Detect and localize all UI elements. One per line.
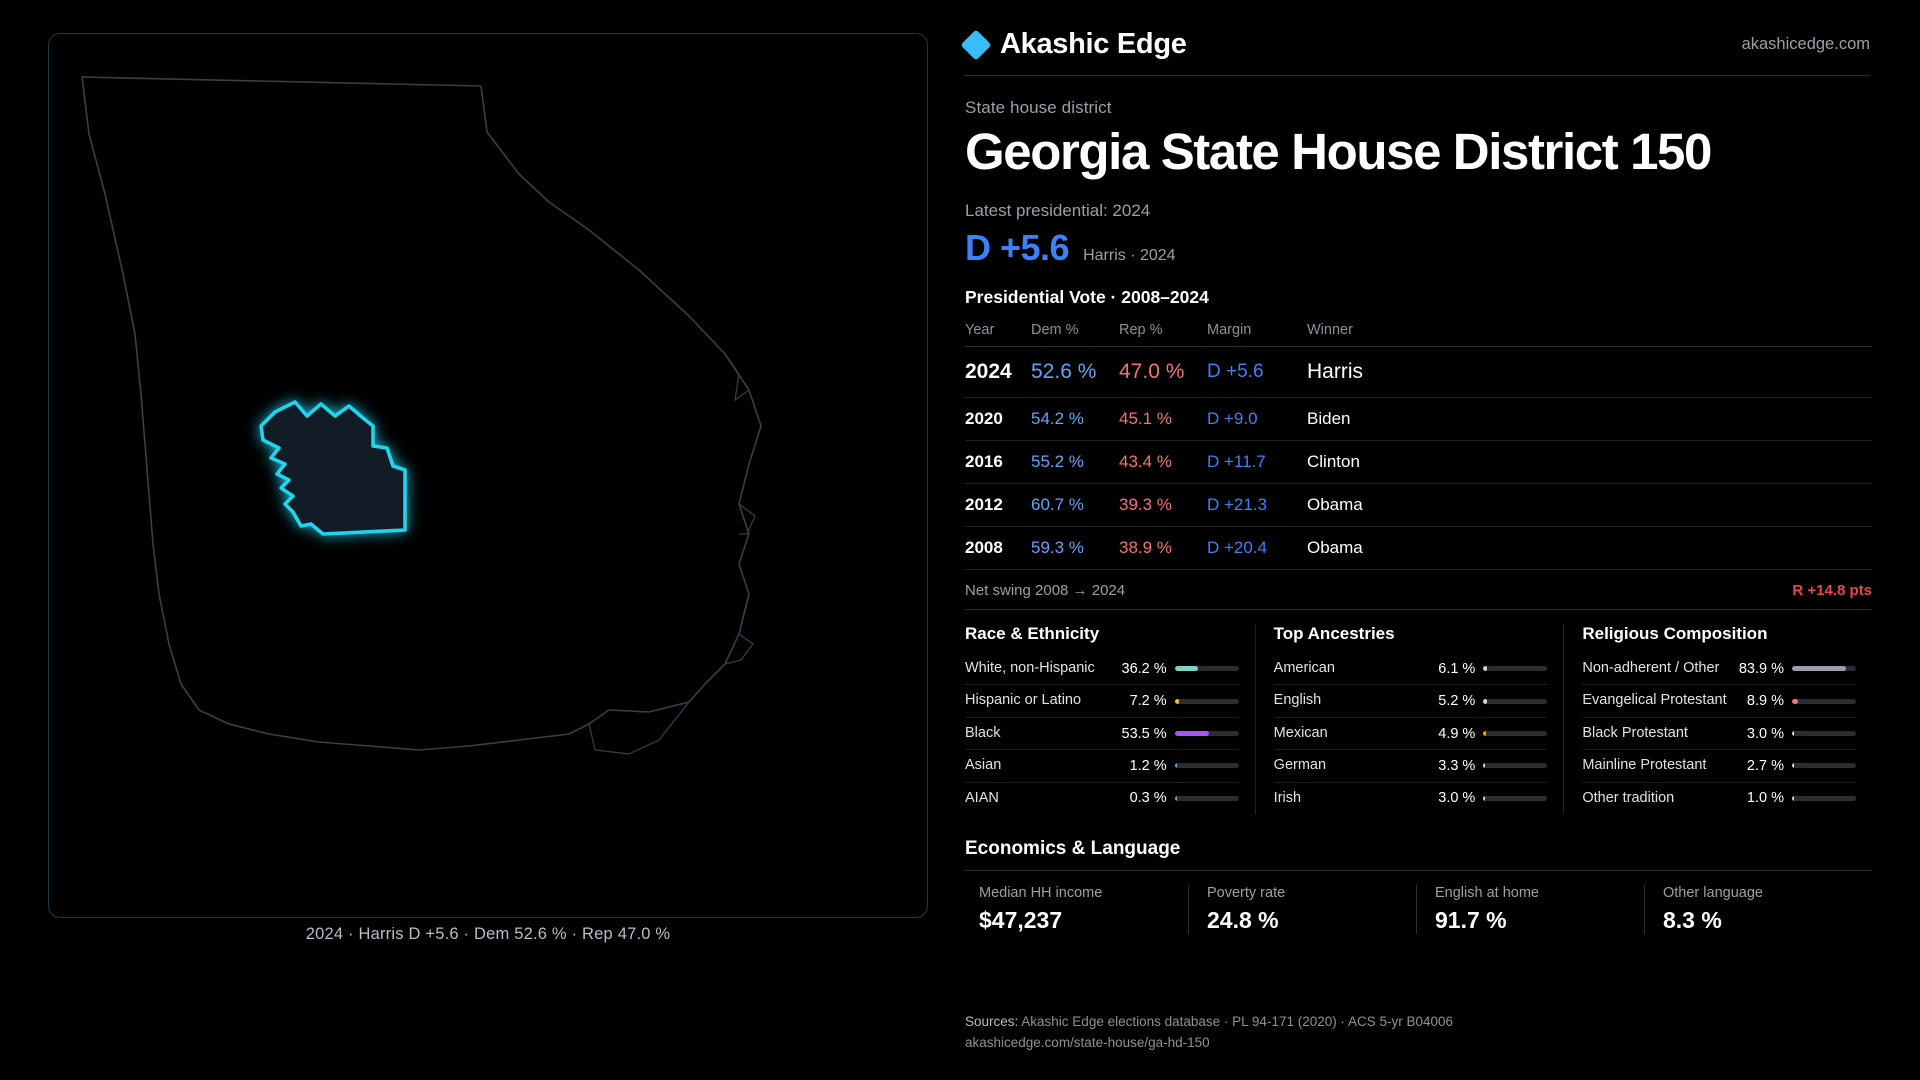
cell-year: 2020 xyxy=(965,398,1031,441)
cell-winner: Harris xyxy=(1307,347,1872,398)
religion-value: 2.7 % xyxy=(1746,757,1785,774)
econ-label: Poverty rate xyxy=(1207,885,1286,901)
race-label: Hispanic or Latino xyxy=(965,692,1082,709)
cell-dem: 59.3 % xyxy=(1031,527,1119,570)
presidential-vote-title: Presidential Vote · 2008–2024 xyxy=(965,287,1209,308)
race-bar xyxy=(1175,796,1239,801)
list-item xyxy=(965,750,1239,782)
cell-dem: 60.7 % xyxy=(1031,484,1119,527)
col-winner: Winner xyxy=(1307,318,1872,347)
sources-line-1 xyxy=(965,1012,1453,1033)
religion-value: 8.9 % xyxy=(1746,693,1785,710)
religion-value: 83.9 % xyxy=(1738,660,1785,677)
religion-label: Black Protestant xyxy=(1582,724,1688,741)
race-value: 1.2 % xyxy=(1129,757,1167,774)
cell-margin: D +21.3 xyxy=(1207,484,1307,527)
page-title: Georgia State House District 150 xyxy=(965,123,1711,180)
headline-margin-sub: Harris · 2024 xyxy=(1083,247,1176,265)
col-rep: Rep % xyxy=(1119,318,1207,347)
ancestry-value: 3.0 % xyxy=(1438,790,1476,807)
religion-label: Evangelical Protestant xyxy=(1582,692,1727,709)
list-item xyxy=(965,718,1239,750)
cell-dem: 55.2 % xyxy=(1031,441,1119,484)
sources-block xyxy=(965,1012,1453,1054)
table-row xyxy=(965,484,1872,527)
table-row xyxy=(965,441,1872,484)
list-item xyxy=(1274,653,1548,685)
cell-margin: D +9.0 xyxy=(1207,398,1307,441)
list-item xyxy=(1582,718,1856,750)
race-value: 53.5 % xyxy=(1121,725,1167,742)
race-ethnicity-title: Race & Ethnicity xyxy=(965,624,1100,644)
religious-composition-title: Religious Composition xyxy=(1582,624,1768,644)
sources-text: Akashic Edge elections database · PL 94-171 (2020) · ACS 5-yr B04006 xyxy=(1018,1014,1454,1030)
net-swing-label: Net swing 2008 → 2024 xyxy=(965,582,1126,600)
top-ancestries-title: Top Ancestries xyxy=(1273,624,1395,644)
religion-bar xyxy=(1792,666,1856,671)
headline-margin xyxy=(965,227,1872,269)
cell-margin: D +5.6 xyxy=(1207,347,1307,398)
cell-rep: 39.3 % xyxy=(1119,484,1207,527)
race-label: Asian xyxy=(965,757,1002,774)
religion-bar xyxy=(1792,763,1856,768)
econ-cell-median-hh-income xyxy=(965,885,1188,934)
econ-cell-poverty-rate xyxy=(1188,885,1416,934)
ancestry-value: 3.3 % xyxy=(1438,757,1476,774)
list-item xyxy=(1582,750,1856,782)
econ-value: 24.8 % xyxy=(1207,907,1279,933)
brand-left xyxy=(965,28,1187,61)
net-swing-row xyxy=(965,582,1872,610)
cell-margin: D +11.7 xyxy=(1207,441,1307,484)
cell-year: 2012 xyxy=(965,484,1031,527)
ancestry-value: 6.1 % xyxy=(1438,660,1476,677)
race-label: Black xyxy=(965,724,1001,741)
cell-year: 2016 xyxy=(965,441,1031,484)
cell-rep: 38.9 % xyxy=(1119,527,1207,570)
economics-grid xyxy=(965,870,1872,934)
ancestry-bar xyxy=(1483,699,1547,704)
table-row xyxy=(965,347,1872,398)
ancestry-bar xyxy=(1483,666,1547,671)
cell-rep: 43.4 % xyxy=(1119,441,1207,484)
religion-value: 1.0 % xyxy=(1746,790,1785,807)
cell-margin: D +20.4 xyxy=(1207,527,1307,570)
ancestry-value: 5.2 % xyxy=(1438,693,1476,710)
col-margin: Margin xyxy=(1207,318,1307,347)
ancestry-label: Mexican xyxy=(1273,724,1328,741)
cell-winner: Obama xyxy=(1307,484,1872,527)
religion-bar xyxy=(1792,731,1856,736)
econ-cell-other-language xyxy=(1644,885,1872,934)
cell-winner: Obama xyxy=(1307,527,1872,570)
cell-dem: 54.2 % xyxy=(1031,398,1119,441)
col-dem: Dem % xyxy=(1031,318,1119,347)
map-frame[interactable] xyxy=(48,33,928,918)
ancestry-bar xyxy=(1483,763,1547,768)
economics-title: Economics & Language xyxy=(965,838,1181,859)
list-item xyxy=(965,783,1239,814)
econ-label: English at home xyxy=(1435,885,1539,901)
econ-value: 8.3 % xyxy=(1663,907,1722,933)
religion-value: 3.0 % xyxy=(1746,725,1785,742)
econ-value: $47,237 xyxy=(979,907,1063,933)
sources-label: Sources: xyxy=(965,1014,1019,1030)
sources-permalink[interactable]: akashicedge.com/state-house/ga-hd-150 xyxy=(965,1035,1210,1051)
list-item xyxy=(1582,653,1856,685)
map-caption: 2024 · Harris D +5.6 · Dem 52.6 % · Rep 47.0 % xyxy=(305,925,671,943)
ancestry-bar xyxy=(1483,731,1547,736)
list-item xyxy=(965,685,1239,717)
map-panel xyxy=(0,0,955,1080)
col-year: Year xyxy=(965,318,1031,347)
religion-label: Other tradition xyxy=(1582,789,1675,806)
georgia-state-map xyxy=(49,34,928,918)
cell-year: 2008 xyxy=(965,527,1031,570)
brand-name: Akashic Edge xyxy=(1000,28,1187,60)
race-ethnicity-column xyxy=(965,624,1255,814)
ancestry-label: English xyxy=(1273,692,1322,709)
religion-bar xyxy=(1792,699,1856,704)
race-bar xyxy=(1175,763,1239,768)
table-row xyxy=(965,527,1872,570)
religious-composition-column xyxy=(1563,624,1872,814)
econ-value: 91.7 % xyxy=(1435,907,1507,933)
list-item xyxy=(1274,718,1548,750)
race-label: AIAN xyxy=(965,789,999,806)
list-item xyxy=(1274,783,1548,814)
cell-year: 2024 xyxy=(965,347,1031,398)
cell-rep: 45.1 % xyxy=(1119,398,1207,441)
ancestry-value: 4.9 % xyxy=(1438,725,1476,742)
cell-winner: Biden xyxy=(1307,398,1872,441)
econ-cell-english-at-home xyxy=(1416,885,1644,934)
diamond-icon xyxy=(960,29,991,60)
ancestry-label: Irish xyxy=(1273,789,1302,806)
latest-presidential-label: Latest presidential: 2024 xyxy=(965,201,1151,221)
race-value: 0.3 % xyxy=(1129,790,1167,807)
list-item xyxy=(1582,685,1856,717)
info-panel xyxy=(955,0,1920,1080)
list-item xyxy=(965,653,1239,685)
religion-label: Mainline Protestant xyxy=(1582,757,1707,774)
race-value: 36.2 % xyxy=(1121,660,1167,677)
presidential-vote-table xyxy=(965,318,1872,570)
race-bar xyxy=(1175,699,1239,704)
headline-margin-value: D +5.6 xyxy=(965,227,1070,269)
district-type-label: State house district xyxy=(965,98,1112,117)
race-bar xyxy=(1175,666,1239,671)
list-item xyxy=(1274,750,1548,782)
cell-dem: 52.6 % xyxy=(1031,347,1119,398)
ancestry-label: American xyxy=(1273,660,1335,677)
cell-winner: Clinton xyxy=(1307,441,1872,484)
race-bar xyxy=(1175,731,1239,736)
list-item xyxy=(1274,685,1548,717)
ancestry-bar xyxy=(1483,796,1547,801)
race-value: 7.2 % xyxy=(1129,693,1167,710)
brand-header xyxy=(965,28,1870,76)
brand-url: akashicedge.com xyxy=(1741,35,1870,53)
net-swing-value: R +14.8 pts xyxy=(1792,582,1872,600)
econ-label: Other language xyxy=(1663,885,1763,901)
ancestry-label: German xyxy=(1273,757,1327,774)
demographics-grid xyxy=(965,624,1872,814)
list-item xyxy=(1582,783,1856,814)
cell-rep: 47.0 % xyxy=(1119,347,1207,398)
econ-label: Median HH income xyxy=(979,885,1103,901)
religion-bar xyxy=(1792,796,1856,801)
race-label: White, non-Hispanic xyxy=(965,660,1095,677)
table-header-row xyxy=(965,318,1872,347)
table-row xyxy=(965,398,1872,441)
top-ancestries-column xyxy=(1255,624,1564,814)
religion-label: Non-adherent / Other xyxy=(1582,660,1720,677)
